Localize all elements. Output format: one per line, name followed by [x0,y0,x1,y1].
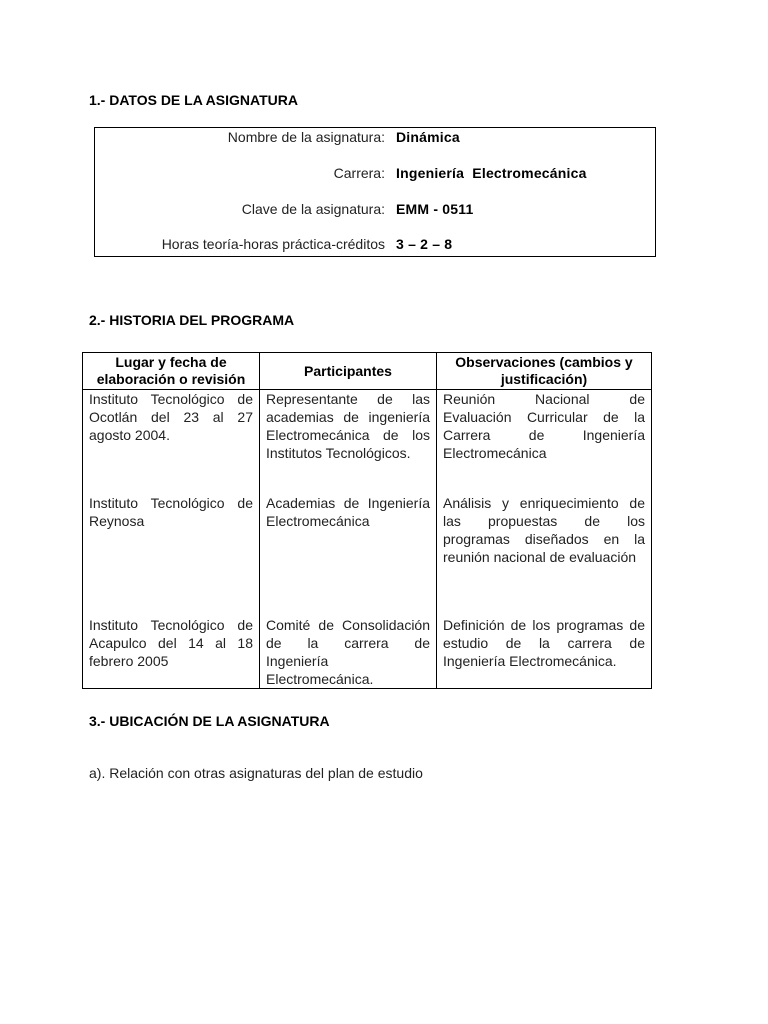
relation-text: a). Relación con otras asignaturas del plan de estudio [89,765,423,781]
table-row [83,600,652,689]
datos-value-clave: EMM - 0511 [396,201,474,217]
table-cell: Instituto Tecnológico de Ocotlán del 23 al 27 agosto 2004. [83,390,260,479]
column-header-lugar: Lugar y fecha de elaboración o revisión [83,353,260,390]
datos-value-horas: 3 – 2 – 8 [396,236,453,252]
datos-label-horas: Horas teoría-horas práctica-créditos [161,236,385,252]
table-cell: Definición de los programas de estudio de la carrera de Ingeniería Electromecánica. [437,600,652,689]
table-row [83,390,652,479]
table-cell: Reunión Nacional de Evaluación Curricular de la Carrera de Ingeniería Electromecánica [437,390,652,479]
table-cell: Comité de Consolidación de la carrera de Ingeniería Electromecánica. [260,600,437,689]
datos-label-nombre: Nombre de la asignatura: [227,129,385,145]
datos-value-carrera: Ingeniería Electromecánica [396,165,587,181]
datos-label-clave: Clave de la asignatura: [241,201,385,217]
column-header-participantes: Participantes [260,353,437,390]
datos-row-nombre [95,128,655,146]
column-header-observaciones: Observaciones (cambios y justificación) [437,353,652,390]
datos-row-carrera [95,164,655,182]
table-cell: Academias de Ingeniería Electromecánica [260,478,437,600]
table-cell: Instituto Tecnológico de Acapulco del 14 al 18 febrero 2005 [83,600,260,689]
datos-label-carrera: Carrera: [333,165,385,181]
table-cell: Representante de las academias de ingeniería Electromecánica de los Institutos Tecnológicos. [260,390,437,479]
table-cell: Instituto Tecnológico de Reynosa [83,478,260,600]
historia-table [82,352,652,689]
table-row [83,478,652,600]
table-cell: Análisis y enriquecimiento de las propuestas de los programas diseñados en la reunión nacional de evaluación [437,478,652,600]
datos-row-clave [95,200,655,218]
datos-row-horas [95,235,655,253]
table-header-row [83,353,652,390]
section2-heading: 2.- HISTORIA DEL PROGRAMA [89,312,295,328]
section3-heading: 3.- UBICACIÓN DE LA ASIGNATURA [89,713,330,729]
datos-asignatura-box [94,127,656,257]
section1-heading: 1.- DATOS DE LA ASIGNATURA [89,92,298,108]
datos-value-nombre: Dinámica [396,129,460,145]
